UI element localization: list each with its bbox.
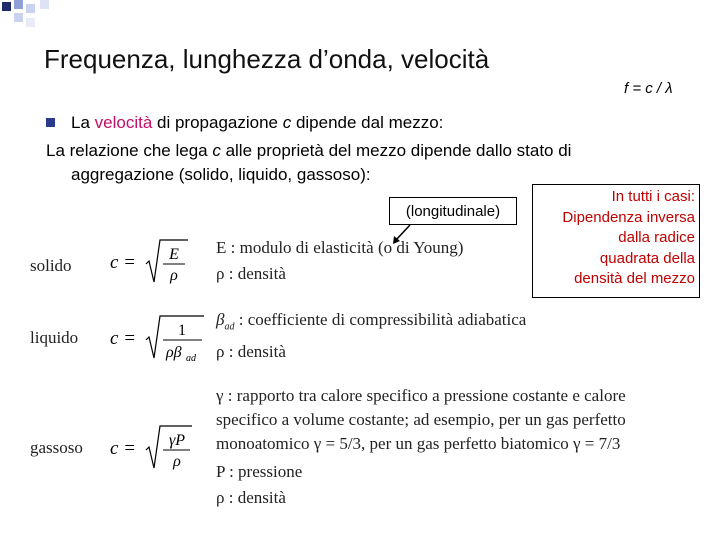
formula-lhs: c = bbox=[110, 438, 137, 459]
relation-line-2: aggregazione (solido, liquido, gassoso): bbox=[71, 165, 371, 184]
formula-lhs: c = bbox=[110, 328, 137, 349]
note-line: quadrata della bbox=[599, 249, 695, 267]
state-label-gassoso: gassoso bbox=[30, 438, 83, 457]
formula-solido bbox=[110, 236, 190, 288]
corner-decoration bbox=[0, 0, 70, 40]
desc-gassoso-gamma-2: specifico a volume costante; ad esempio, per un gas perfetto bbox=[216, 410, 626, 429]
page-title: Frequenza, lunghezza d’onda, velocità bbox=[44, 44, 490, 74]
formula-denominator: ρβ bbox=[166, 344, 182, 361]
desc-solido-E: E : modulo di elasticità (o di Young) bbox=[216, 238, 464, 257]
formula-numerator: 1 bbox=[178, 322, 186, 339]
relation-line-1: La relazione che lega c alle proprietà del mezzo dipende dallo stato di bbox=[46, 141, 572, 160]
desc-liquido-rho: ρ : densità bbox=[216, 342, 286, 361]
desc-solido-rho: ρ : densità bbox=[216, 264, 286, 283]
note-line: In tutti i casi: bbox=[611, 188, 695, 205]
formula-lhs: c = bbox=[110, 252, 137, 273]
desc-liquido-beta: $\beta_{ad}$ : coefficiente di compressibilità adiabatica bbox=[216, 310, 527, 333]
desc-gassoso-gamma-1: γ : rapporto tra calore specifico a pressione costante e calore bbox=[216, 386, 626, 405]
note-line: densità del mezzo bbox=[574, 270, 695, 287]
note-line: Dipendenza inversa bbox=[562, 208, 695, 226]
formula-denominator-subscript: ad bbox=[186, 353, 196, 364]
note-box bbox=[532, 184, 700, 298]
formula-numerator: γP bbox=[168, 432, 186, 449]
state-label-liquido: liquido bbox=[30, 328, 79, 347]
formula-denominator: ρ bbox=[170, 267, 178, 284]
state-label-solido: solido bbox=[30, 256, 72, 275]
formula-denominator: ρ bbox=[173, 453, 181, 470]
longitudinal-callout: (longitudinale) bbox=[389, 197, 517, 225]
desc-gassoso-rho: ρ : densità bbox=[216, 488, 286, 507]
bullet-text: La velocità di propagazione c dipende dal mezzo: bbox=[71, 113, 444, 132]
formula-gassoso bbox=[110, 422, 194, 474]
desc-gassoso-P: P : pressione bbox=[216, 462, 303, 481]
bullet-square-icon bbox=[46, 118, 55, 127]
frequency-formula: f = c / λ bbox=[624, 80, 673, 97]
note-line: dalla radice bbox=[618, 229, 695, 246]
formula-liquido bbox=[110, 312, 206, 364]
desc-gassoso-gamma-3: monoatomico γ = 5/3, per un gas perfetto biatomico γ = 7/3 bbox=[216, 434, 621, 453]
formula-numerator: E bbox=[169, 246, 179, 263]
